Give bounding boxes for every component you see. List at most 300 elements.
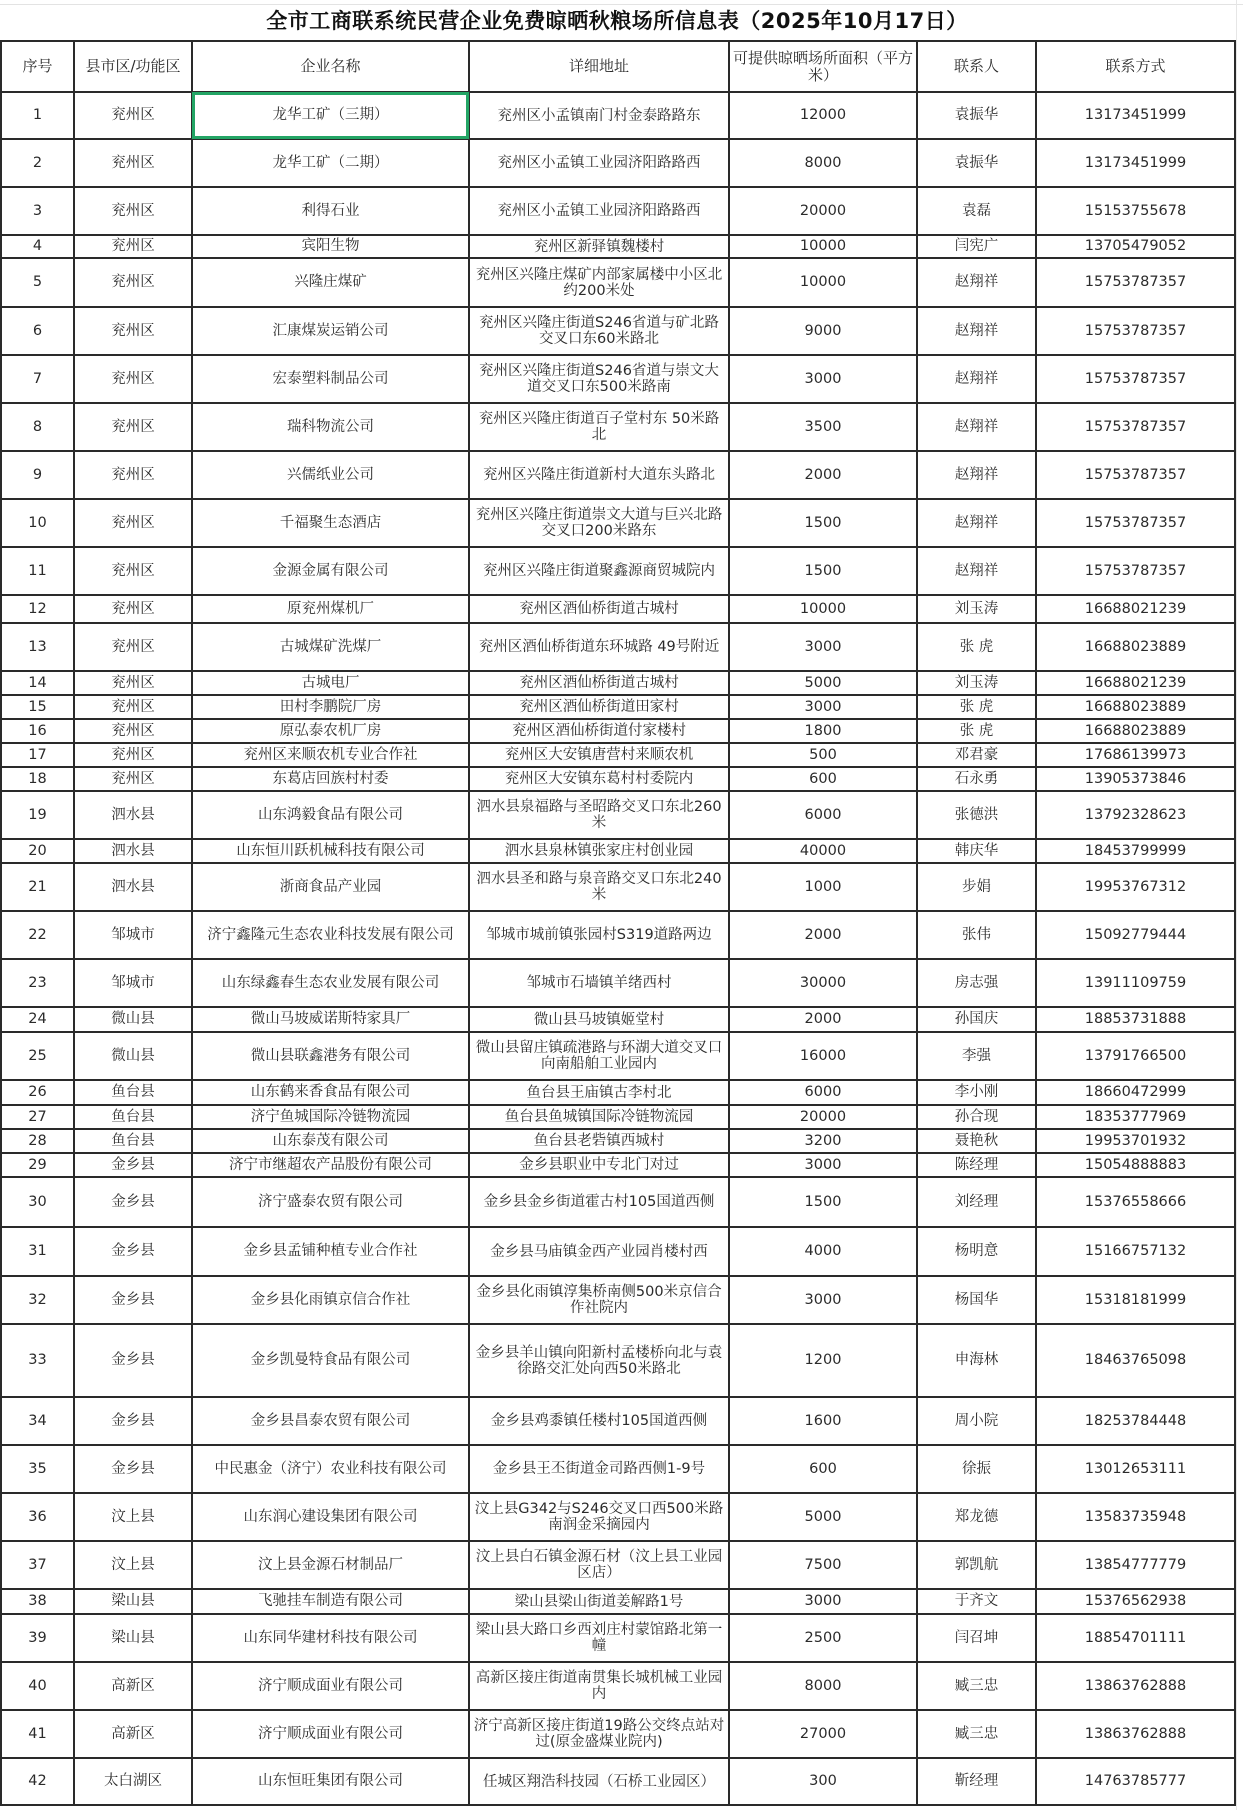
cell-district[interactable]: 泗水县 bbox=[74, 839, 192, 863]
cell-contact[interactable]: 赵翔祥 bbox=[917, 258, 1036, 307]
cell-phone[interactable]: 16688023889 bbox=[1036, 695, 1235, 719]
cell-area[interactable]: 300 bbox=[729, 1758, 917, 1805]
cell-district[interactable]: 鱼台县 bbox=[74, 1129, 192, 1153]
cell-area[interactable]: 1500 bbox=[729, 547, 917, 595]
cell-no[interactable]: 21 bbox=[1, 863, 74, 911]
cell-phone[interactable]: 13791766500 bbox=[1036, 1032, 1235, 1080]
cell-district[interactable]: 兖州区 bbox=[74, 695, 192, 719]
cell-address[interactable]: 兖州区兴隆庄街道崇文大道与巨兴北路交叉口200米路东 bbox=[469, 499, 729, 547]
cell-phone[interactable]: 15753787357 bbox=[1036, 307, 1235, 355]
cell-area[interactable]: 2500 bbox=[729, 1614, 917, 1662]
cell-phone[interactable]: 13911109759 bbox=[1036, 959, 1235, 1007]
cell-address[interactable]: 鱼台县老砦镇西城村 bbox=[469, 1129, 729, 1153]
cell-contact[interactable]: 刘玉涛 bbox=[917, 671, 1036, 695]
cell-area[interactable]: 5000 bbox=[729, 671, 917, 695]
cell-contact[interactable]: 赵翔祥 bbox=[917, 403, 1036, 451]
cell-phone[interactable]: 18660472999 bbox=[1036, 1080, 1235, 1105]
cell-area[interactable]: 40000 bbox=[729, 839, 917, 863]
cell-contact[interactable]: 杨明意 bbox=[917, 1227, 1036, 1276]
cell-district[interactable]: 兖州区 bbox=[74, 595, 192, 623]
cell-address[interactable]: 兖州区兴隆庄煤矿内部家属楼中小区北约200米处 bbox=[469, 258, 729, 307]
cell-area[interactable]: 3000 bbox=[729, 1153, 917, 1177]
cell-contact[interactable]: 赵翔祥 bbox=[917, 307, 1036, 355]
cell-address[interactable]: 兖州区大安镇唐营村来顺农机 bbox=[469, 743, 729, 767]
cell-district[interactable]: 金乡县 bbox=[74, 1324, 192, 1397]
cell-contact[interactable]: 闫召坤 bbox=[917, 1614, 1036, 1662]
cell-company[interactable]: 济宁鱼城国际冷链物流园 bbox=[192, 1105, 469, 1129]
cell-phone[interactable]: 15753787357 bbox=[1036, 355, 1235, 403]
cell-contact[interactable]: 张德洪 bbox=[917, 791, 1036, 839]
cell-company[interactable]: 东葛店回族村村委 bbox=[192, 767, 469, 791]
cell-district[interactable]: 微山县 bbox=[74, 1032, 192, 1080]
cell-address[interactable]: 微山县马坡镇姬堂村 bbox=[469, 1007, 729, 1032]
cell-no[interactable]: 38 bbox=[1, 1589, 74, 1614]
cell-phone[interactable]: 15376558666 bbox=[1036, 1177, 1235, 1227]
cell-address[interactable]: 金乡县金乡街道霍古村105国道西侧 bbox=[469, 1177, 729, 1227]
cell-contact[interactable]: 臧三忠 bbox=[917, 1662, 1036, 1710]
cell-district[interactable]: 兖州区 bbox=[74, 743, 192, 767]
cell-area[interactable]: 3000 bbox=[729, 1589, 917, 1614]
cell-address[interactable]: 梁山县大路口乡西刘庄村蒙馆路北第一幢 bbox=[469, 1614, 729, 1662]
cell-district[interactable]: 微山县 bbox=[74, 1007, 192, 1032]
cell-area[interactable]: 3000 bbox=[729, 1276, 917, 1324]
cell-address[interactable]: 兖州区兴隆庄街道新村大道东头路北 bbox=[469, 451, 729, 499]
cell-company[interactable]: 田村李鹏院厂房 bbox=[192, 695, 469, 719]
cell-contact[interactable]: 房志强 bbox=[917, 959, 1036, 1007]
cell-phone[interactable]: 13854777779 bbox=[1036, 1541, 1235, 1589]
cell-address[interactable]: 汶上县G342与S246交叉口西500米路南润金采摘园内 bbox=[469, 1493, 729, 1541]
cell-area[interactable]: 3200 bbox=[729, 1129, 917, 1153]
cell-area[interactable]: 8000 bbox=[729, 139, 917, 187]
cell-no[interactable]: 36 bbox=[1, 1493, 74, 1541]
cell-district[interactable]: 太白湖区 bbox=[74, 1758, 192, 1805]
cell-contact[interactable]: 赵翔祥 bbox=[917, 499, 1036, 547]
cell-address[interactable]: 鱼台县王庙镇古李村北 bbox=[469, 1080, 729, 1105]
cell-no[interactable]: 37 bbox=[1, 1541, 74, 1589]
cell-phone[interactable]: 16688021239 bbox=[1036, 595, 1235, 623]
cell-phone[interactable]: 13905373846 bbox=[1036, 767, 1235, 791]
cell-phone[interactable]: 15753787357 bbox=[1036, 258, 1235, 307]
cell-area[interactable]: 1200 bbox=[729, 1324, 917, 1397]
cell-phone[interactable]: 15376562938 bbox=[1036, 1589, 1235, 1614]
cell-contact[interactable]: 臧三忠 bbox=[917, 1710, 1036, 1758]
cell-company[interactable]: 飞驰挂车制造有限公司 bbox=[192, 1589, 469, 1614]
cell-area[interactable]: 1800 bbox=[729, 719, 917, 743]
cell-district[interactable]: 梁山县 bbox=[74, 1589, 192, 1614]
cell-district[interactable]: 金乡县 bbox=[74, 1276, 192, 1324]
cell-company[interactable]: 金源金属有限公司 bbox=[192, 547, 469, 595]
cell-phone[interactable]: 18463765098 bbox=[1036, 1324, 1235, 1397]
cell-address[interactable]: 金乡县职业中专北门对过 bbox=[469, 1153, 729, 1177]
cell-phone[interactable]: 13705479052 bbox=[1036, 235, 1235, 258]
spreadsheet-gridline-right bbox=[1236, 0, 1243, 1810]
cell-phone[interactable]: 17686139973 bbox=[1036, 743, 1235, 767]
cell-phone[interactable]: 18853731888 bbox=[1036, 1007, 1235, 1032]
cell-contact[interactable]: 靳经理 bbox=[917, 1758, 1036, 1805]
cell-company[interactable]: 兴儒纸业公司 bbox=[192, 451, 469, 499]
cell-contact[interactable]: 李小刚 bbox=[917, 1080, 1036, 1105]
cell-phone[interactable]: 14763785777 bbox=[1036, 1758, 1235, 1805]
cell-no[interactable]: 11 bbox=[1, 547, 74, 595]
cell-district[interactable]: 梁山县 bbox=[74, 1614, 192, 1662]
cell-company[interactable]: 济宁盛泰农贸有限公司 bbox=[192, 1177, 469, 1227]
cell-phone[interactable]: 15753787357 bbox=[1036, 499, 1235, 547]
cell-district[interactable]: 金乡县 bbox=[74, 1227, 192, 1276]
cell-area[interactable]: 5000 bbox=[729, 1493, 917, 1541]
cell-company[interactable]: 利得石业 bbox=[192, 187, 469, 235]
cell-contact[interactable]: 刘经理 bbox=[917, 1177, 1036, 1227]
cell-company[interactable]: 金乡凯曼特食品有限公司 bbox=[192, 1324, 469, 1397]
cell-phone[interactable]: 18854701111 bbox=[1036, 1614, 1235, 1662]
cell-area[interactable]: 10000 bbox=[729, 595, 917, 623]
cell-address[interactable]: 兖州区酒仙桥街道付家楼村 bbox=[469, 719, 729, 743]
cell-district[interactable]: 兖州区 bbox=[74, 403, 192, 451]
cell-address[interactable]: 金乡县羊山镇向阳新村孟楼桥向北与袁徐路交汇处向西50米路北 bbox=[469, 1324, 729, 1397]
cell-area[interactable]: 9000 bbox=[729, 307, 917, 355]
cell-area[interactable]: 3000 bbox=[729, 623, 917, 671]
header-no: 序号 bbox=[1, 41, 74, 92]
cell-no[interactable]: 41 bbox=[1, 1710, 74, 1758]
cell-contact[interactable]: 石永勇 bbox=[917, 767, 1036, 791]
cell-district[interactable]: 汶上县 bbox=[74, 1493, 192, 1541]
cell-phone[interactable]: 16688021239 bbox=[1036, 671, 1235, 695]
cell-phone[interactable]: 15166757132 bbox=[1036, 1227, 1235, 1276]
cell-company[interactable]: 金乡县昌泰农贸有限公司 bbox=[192, 1397, 469, 1445]
cell-phone[interactable]: 15753787357 bbox=[1036, 403, 1235, 451]
cell-company[interactable]: 宏泰塑料制品公司 bbox=[192, 355, 469, 403]
cell-district[interactable]: 兖州区 bbox=[74, 547, 192, 595]
cell-area[interactable]: 600 bbox=[729, 1445, 917, 1493]
cell-address[interactable]: 金乡县马庙镇金西产业园肖楼村西 bbox=[469, 1227, 729, 1276]
cell-address[interactable]: 兖州区兴隆庄街道聚鑫源商贸城院内 bbox=[469, 547, 729, 595]
cell-area[interactable]: 500 bbox=[729, 743, 917, 767]
cell-contact[interactable]: 赵翔祥 bbox=[917, 355, 1036, 403]
cell-contact[interactable]: 孙合现 bbox=[917, 1105, 1036, 1129]
cell-phone[interactable]: 15054888883 bbox=[1036, 1153, 1235, 1177]
cell-no[interactable]: 1 bbox=[1, 92, 74, 139]
cell-district[interactable]: 汶上县 bbox=[74, 1541, 192, 1589]
cell-no[interactable]: 24 bbox=[1, 1007, 74, 1032]
cell-no[interactable]: 5 bbox=[1, 258, 74, 307]
cell-district[interactable]: 兖州区 bbox=[74, 258, 192, 307]
cell-company[interactable]: 山东绿鑫春生态农业发展有限公司 bbox=[192, 959, 469, 1007]
cell-contact[interactable]: 韩庆华 bbox=[917, 839, 1036, 863]
cell-contact[interactable]: 袁振华 bbox=[917, 139, 1036, 187]
cell-no[interactable]: 18 bbox=[1, 767, 74, 791]
cell-address[interactable]: 兖州区小孟镇工业园济阳路路西 bbox=[469, 187, 729, 235]
cell-company[interactable]: 汶上县金源石材制品厂 bbox=[192, 1541, 469, 1589]
cell-district[interactable]: 高新区 bbox=[74, 1710, 192, 1758]
cell-contact[interactable]: 申海林 bbox=[917, 1324, 1036, 1397]
cell-no[interactable]: 31 bbox=[1, 1227, 74, 1276]
cell-district[interactable]: 泗水县 bbox=[74, 863, 192, 911]
cell-company[interactable]: 兖州区来顺农机专业合作社 bbox=[192, 743, 469, 767]
cell-address[interactable]: 兖州区兴隆庄街道S246省道与矿北路交叉口东60米路北 bbox=[469, 307, 729, 355]
cell-area[interactable]: 20000 bbox=[729, 187, 917, 235]
cell-contact[interactable]: 袁磊 bbox=[917, 187, 1036, 235]
cell-area[interactable]: 3000 bbox=[729, 695, 917, 719]
cell-company[interactable]: 微山县联鑫港务有限公司 bbox=[192, 1032, 469, 1080]
cell-district[interactable]: 高新区 bbox=[74, 1662, 192, 1710]
cell-no[interactable]: 23 bbox=[1, 959, 74, 1007]
cell-address[interactable]: 兖州区新驿镇魏楼村 bbox=[469, 235, 729, 258]
cell-no[interactable]: 34 bbox=[1, 1397, 74, 1445]
cell-area[interactable]: 3000 bbox=[729, 355, 917, 403]
cell-company[interactable]: 山东恒旺集团有限公司 bbox=[192, 1758, 469, 1805]
cell-address[interactable]: 微山县留庄镇疏港路与环湖大道交叉口向南船舶工业园内 bbox=[469, 1032, 729, 1080]
cell-contact[interactable]: 陈经理 bbox=[917, 1153, 1036, 1177]
cell-company[interactable]: 山东鸿毅食品有限公司 bbox=[192, 791, 469, 839]
cell-phone[interactable]: 13012653111 bbox=[1036, 1445, 1235, 1493]
cell-company[interactable]: 济宁顺成面业有限公司 bbox=[192, 1710, 469, 1758]
cell-address[interactable]: 兖州区酒仙桥街道田家村 bbox=[469, 695, 729, 719]
cell-address[interactable]: 兖州区兴隆庄街道百子堂村东 50米路北 bbox=[469, 403, 729, 451]
cell-district[interactable]: 兖州区 bbox=[74, 451, 192, 499]
cell-district[interactable]: 兖州区 bbox=[74, 235, 192, 258]
cell-district[interactable]: 金乡县 bbox=[74, 1153, 192, 1177]
cell-no[interactable]: 26 bbox=[1, 1080, 74, 1105]
cell-district[interactable]: 兖州区 bbox=[74, 307, 192, 355]
cell-company[interactable]: 金乡县孟铺种植专业合作社 bbox=[192, 1227, 469, 1276]
cell-address[interactable]: 邹城市城前镇张园村S319道路两边 bbox=[469, 911, 729, 959]
cell-district[interactable]: 兖州区 bbox=[74, 187, 192, 235]
cell-district[interactable]: 邹城市 bbox=[74, 959, 192, 1007]
cell-district[interactable]: 金乡县 bbox=[74, 1177, 192, 1227]
cell-address[interactable]: 泗水县泉福路与圣昭路交叉口东北260米 bbox=[469, 791, 729, 839]
cell-phone[interactable]: 13173451999 bbox=[1036, 92, 1235, 139]
cell-company[interactable]: 山东恒川跃机械科技有限公司 bbox=[192, 839, 469, 863]
cell-district[interactable]: 兖州区 bbox=[74, 623, 192, 671]
cell-no[interactable]: 29 bbox=[1, 1153, 74, 1177]
cell-company[interactable]: 龙华工矿（二期） bbox=[192, 139, 469, 187]
cell-area[interactable]: 2000 bbox=[729, 1007, 917, 1032]
cell-contact[interactable]: 刘玉涛 bbox=[917, 595, 1036, 623]
cell-contact[interactable]: 袁振华 bbox=[917, 92, 1036, 139]
cell-no[interactable]: 28 bbox=[1, 1129, 74, 1153]
cell-area[interactable]: 20000 bbox=[729, 1105, 917, 1129]
table-row bbox=[1, 355, 1235, 403]
cell-company[interactable]: 浙商食品产业园 bbox=[192, 863, 469, 911]
cell-no[interactable]: 16 bbox=[1, 719, 74, 743]
cell-area[interactable]: 2000 bbox=[729, 451, 917, 499]
cell-company[interactable]: 原弘泰农机厂房 bbox=[192, 719, 469, 743]
cell-contact[interactable]: 郭凯航 bbox=[917, 1541, 1036, 1589]
cell-no[interactable]: 14 bbox=[1, 671, 74, 695]
cell-area[interactable]: 6000 bbox=[729, 791, 917, 839]
cell-contact[interactable]: 张 虎 bbox=[917, 623, 1036, 671]
cell-area[interactable]: 10000 bbox=[729, 258, 917, 307]
cell-phone[interactable]: 16688023889 bbox=[1036, 719, 1235, 743]
cell-no[interactable]: 15 bbox=[1, 695, 74, 719]
cell-address[interactable]: 金乡县王丕街道金司路西侧1-9号 bbox=[469, 1445, 729, 1493]
cell-no[interactable]: 8 bbox=[1, 403, 74, 451]
cell-phone[interactable]: 13173451999 bbox=[1036, 139, 1235, 187]
cell-company[interactable]: 龙华工矿（三期） bbox=[192, 92, 469, 139]
cell-district[interactable]: 邹城市 bbox=[74, 911, 192, 959]
cell-no[interactable]: 27 bbox=[1, 1105, 74, 1129]
cell-contact[interactable]: 邓君豪 bbox=[917, 743, 1036, 767]
cell-district[interactable]: 泗水县 bbox=[74, 791, 192, 839]
cell-no[interactable]: 35 bbox=[1, 1445, 74, 1493]
cell-phone[interactable]: 15753787357 bbox=[1036, 547, 1235, 595]
cell-contact[interactable]: 步娟 bbox=[917, 863, 1036, 911]
cell-area[interactable]: 12000 bbox=[729, 92, 917, 139]
cell-company[interactable]: 金乡县化雨镇京信合作社 bbox=[192, 1276, 469, 1324]
cell-phone[interactable]: 15318181999 bbox=[1036, 1276, 1235, 1324]
cell-phone[interactable]: 16688023889 bbox=[1036, 623, 1235, 671]
cell-district[interactable]: 金乡县 bbox=[74, 1397, 192, 1445]
cell-company[interactable]: 瑞科物流公司 bbox=[192, 403, 469, 451]
cell-phone[interactable]: 15092779444 bbox=[1036, 911, 1235, 959]
cell-company[interactable]: 古城煤矿洗煤厂 bbox=[192, 623, 469, 671]
cell-company[interactable]: 山东润心建设集团有限公司 bbox=[192, 1493, 469, 1541]
cell-area[interactable]: 2000 bbox=[729, 911, 917, 959]
cell-district[interactable]: 鱼台县 bbox=[74, 1105, 192, 1129]
cell-contact[interactable]: 赵翔祥 bbox=[917, 547, 1036, 595]
cell-contact[interactable]: 杨国华 bbox=[917, 1276, 1036, 1324]
cell-area[interactable]: 7500 bbox=[729, 1541, 917, 1589]
cell-address[interactable]: 泗水县圣和路与泉音路交叉口东北240米 bbox=[469, 863, 729, 911]
cell-no[interactable]: 32 bbox=[1, 1276, 74, 1324]
cell-address[interactable]: 梁山县梁山街道姜解路1号 bbox=[469, 1589, 729, 1614]
cell-no[interactable]: 3 bbox=[1, 187, 74, 235]
cell-contact[interactable]: 李强 bbox=[917, 1032, 1036, 1080]
cell-phone[interactable]: 15753787357 bbox=[1036, 451, 1235, 499]
cell-district[interactable]: 兖州区 bbox=[74, 139, 192, 187]
cell-no[interactable]: 2 bbox=[1, 139, 74, 187]
cell-no[interactable]: 13 bbox=[1, 623, 74, 671]
cell-company[interactable]: 中民惠金（济宁）农业科技有限公司 bbox=[192, 1445, 469, 1493]
cell-address[interactable]: 济宁高新区接庄街道19路公交终点站对过(原金盛煤业院内) bbox=[469, 1710, 729, 1758]
cell-contact[interactable]: 张 虎 bbox=[917, 719, 1036, 743]
cell-area[interactable]: 600 bbox=[729, 767, 917, 791]
cell-contact[interactable]: 闫宪广 bbox=[917, 235, 1036, 258]
cell-phone[interactable]: 13863762888 bbox=[1036, 1710, 1235, 1758]
cell-contact[interactable]: 张伟 bbox=[917, 911, 1036, 959]
cell-address[interactable]: 兖州区酒仙桥街道古城村 bbox=[469, 595, 729, 623]
cell-address[interactable]: 邹城市石墙镇羊绪西村 bbox=[469, 959, 729, 1007]
cell-phone[interactable]: 19953701932 bbox=[1036, 1129, 1235, 1153]
cell-district[interactable]: 金乡县 bbox=[74, 1445, 192, 1493]
cell-no[interactable]: 7 bbox=[1, 355, 74, 403]
cell-company[interactable]: 千福聚生态酒店 bbox=[192, 499, 469, 547]
cell-company[interactable]: 微山马坡威诺斯特家具厂 bbox=[192, 1007, 469, 1032]
cell-phone[interactable]: 18353777969 bbox=[1036, 1105, 1235, 1129]
cell-phone[interactable]: 13583735948 bbox=[1036, 1493, 1235, 1541]
cell-no[interactable]: 19 bbox=[1, 791, 74, 839]
cell-address[interactable]: 金乡县化雨镇淳集桥南侧500米京信合作社院内 bbox=[469, 1276, 729, 1324]
cell-area[interactable]: 27000 bbox=[729, 1710, 917, 1758]
cell-no[interactable]: 20 bbox=[1, 839, 74, 863]
cell-no[interactable]: 10 bbox=[1, 499, 74, 547]
cell-area[interactable]: 1600 bbox=[729, 1397, 917, 1445]
cell-phone[interactable]: 19953767312 bbox=[1036, 863, 1235, 911]
cell-no[interactable]: 17 bbox=[1, 743, 74, 767]
cell-no[interactable]: 33 bbox=[1, 1324, 74, 1397]
table-row bbox=[1, 1758, 1235, 1805]
cell-area[interactable]: 3500 bbox=[729, 403, 917, 451]
cell-address[interactable]: 汶上县白石镇金源石材（汶上县工业园区店） bbox=[469, 1541, 729, 1589]
cell-area[interactable]: 1500 bbox=[729, 1177, 917, 1227]
cell-phone[interactable]: 13863762888 bbox=[1036, 1662, 1235, 1710]
cell-no[interactable]: 22 bbox=[1, 911, 74, 959]
cell-area[interactable]: 6000 bbox=[729, 1080, 917, 1105]
cell-address[interactable]: 兖州区兴隆庄街道S246省道与崇文大道交叉口东500米路南 bbox=[469, 355, 729, 403]
cell-company[interactable]: 山东鹤来香食品有限公司 bbox=[192, 1080, 469, 1105]
cell-district[interactable]: 兖州区 bbox=[74, 671, 192, 695]
cell-address[interactable]: 金乡县鸡黍镇任楼村105国道西侧 bbox=[469, 1397, 729, 1445]
cell-company[interactable]: 宾阳生物 bbox=[192, 235, 469, 258]
cell-no[interactable]: 40 bbox=[1, 1662, 74, 1710]
cell-area[interactable]: 1500 bbox=[729, 499, 917, 547]
cell-address[interactable]: 兖州区小孟镇工业园济阳路路西 bbox=[469, 139, 729, 187]
cell-address[interactable]: 任城区翔浩科技园（石桥工业园区） bbox=[469, 1758, 729, 1805]
cell-contact[interactable]: 郑龙德 bbox=[917, 1493, 1036, 1541]
cell-address[interactable]: 高新区接庄街道南贯集长城机械工业园内 bbox=[469, 1662, 729, 1710]
cell-district[interactable]: 兖州区 bbox=[74, 719, 192, 743]
cell-company[interactable]: 原兖州煤机厂 bbox=[192, 595, 469, 623]
cell-area[interactable]: 16000 bbox=[729, 1032, 917, 1080]
cell-company[interactable]: 兴隆庄煤矿 bbox=[192, 258, 469, 307]
cell-contact[interactable]: 张 虎 bbox=[917, 695, 1036, 719]
cell-address[interactable]: 泗水县泉林镇张家庄村创业园 bbox=[469, 839, 729, 863]
cell-contact[interactable]: 聂艳秋 bbox=[917, 1129, 1036, 1153]
cell-company[interactable]: 济宁顺成面业有限公司 bbox=[192, 1662, 469, 1710]
cell-phone[interactable]: 13792328623 bbox=[1036, 791, 1235, 839]
cell-no[interactable]: 39 bbox=[1, 1614, 74, 1662]
cell-area[interactable]: 1000 bbox=[729, 863, 917, 911]
cell-no[interactable]: 25 bbox=[1, 1032, 74, 1080]
cell-phone[interactable]: 18453799999 bbox=[1036, 839, 1235, 863]
cell-no[interactable]: 6 bbox=[1, 307, 74, 355]
cell-district[interactable]: 兖州区 bbox=[74, 92, 192, 139]
cell-address[interactable]: 兖州区小孟镇南门村金泰路路东 bbox=[469, 92, 729, 139]
cell-company[interactable]: 汇康煤炭运销公司 bbox=[192, 307, 469, 355]
cell-no[interactable]: 30 bbox=[1, 1177, 74, 1227]
cell-phone[interactable]: 18253784448 bbox=[1036, 1397, 1235, 1445]
table-row bbox=[1, 671, 1235, 695]
cell-company[interactable]: 山东同华建材科技有限公司 bbox=[192, 1614, 469, 1662]
cell-address[interactable]: 兖州区酒仙桥街道古城村 bbox=[469, 671, 729, 695]
cell-district[interactable]: 鱼台县 bbox=[74, 1080, 192, 1105]
cell-contact[interactable]: 于齐文 bbox=[917, 1589, 1036, 1614]
cell-address[interactable]: 鱼台县鱼城镇国际冷链物流园 bbox=[469, 1105, 729, 1129]
cell-contact[interactable]: 徐振 bbox=[917, 1445, 1036, 1493]
cell-district[interactable]: 兖州区 bbox=[74, 767, 192, 791]
cell-address[interactable]: 兖州区大安镇东葛村村委院内 bbox=[469, 767, 729, 791]
cell-area[interactable]: 8000 bbox=[729, 1662, 917, 1710]
cell-address[interactable]: 兖州区酒仙桥街道东环城路 49号附近 bbox=[469, 623, 729, 671]
cell-no[interactable]: 9 bbox=[1, 451, 74, 499]
cell-area[interactable]: 30000 bbox=[729, 959, 917, 1007]
cell-contact[interactable]: 孙国庆 bbox=[917, 1007, 1036, 1032]
cell-company[interactable]: 山东泰茂有限公司 bbox=[192, 1129, 469, 1153]
cell-phone[interactable]: 15153755678 bbox=[1036, 187, 1235, 235]
cell-no[interactable]: 4 bbox=[1, 235, 74, 258]
table-row bbox=[1, 1276, 1235, 1324]
cell-district[interactable]: 兖州区 bbox=[74, 355, 192, 403]
cell-company[interactable]: 济宁市继超农产品股份有限公司 bbox=[192, 1153, 469, 1177]
cell-district[interactable]: 兖州区 bbox=[74, 499, 192, 547]
cell-contact[interactable]: 赵翔祥 bbox=[917, 451, 1036, 499]
cell-no[interactable]: 12 bbox=[1, 595, 74, 623]
cell-contact[interactable]: 周小院 bbox=[917, 1397, 1036, 1445]
cell-area[interactable]: 4000 bbox=[729, 1227, 917, 1276]
cell-company[interactable]: 济宁鑫隆元生态农业科技发展有限公司 bbox=[192, 911, 469, 959]
cell-no[interactable]: 42 bbox=[1, 1758, 74, 1805]
cell-area[interactable]: 10000 bbox=[729, 235, 917, 258]
cell-company[interactable]: 古城电厂 bbox=[192, 671, 469, 695]
